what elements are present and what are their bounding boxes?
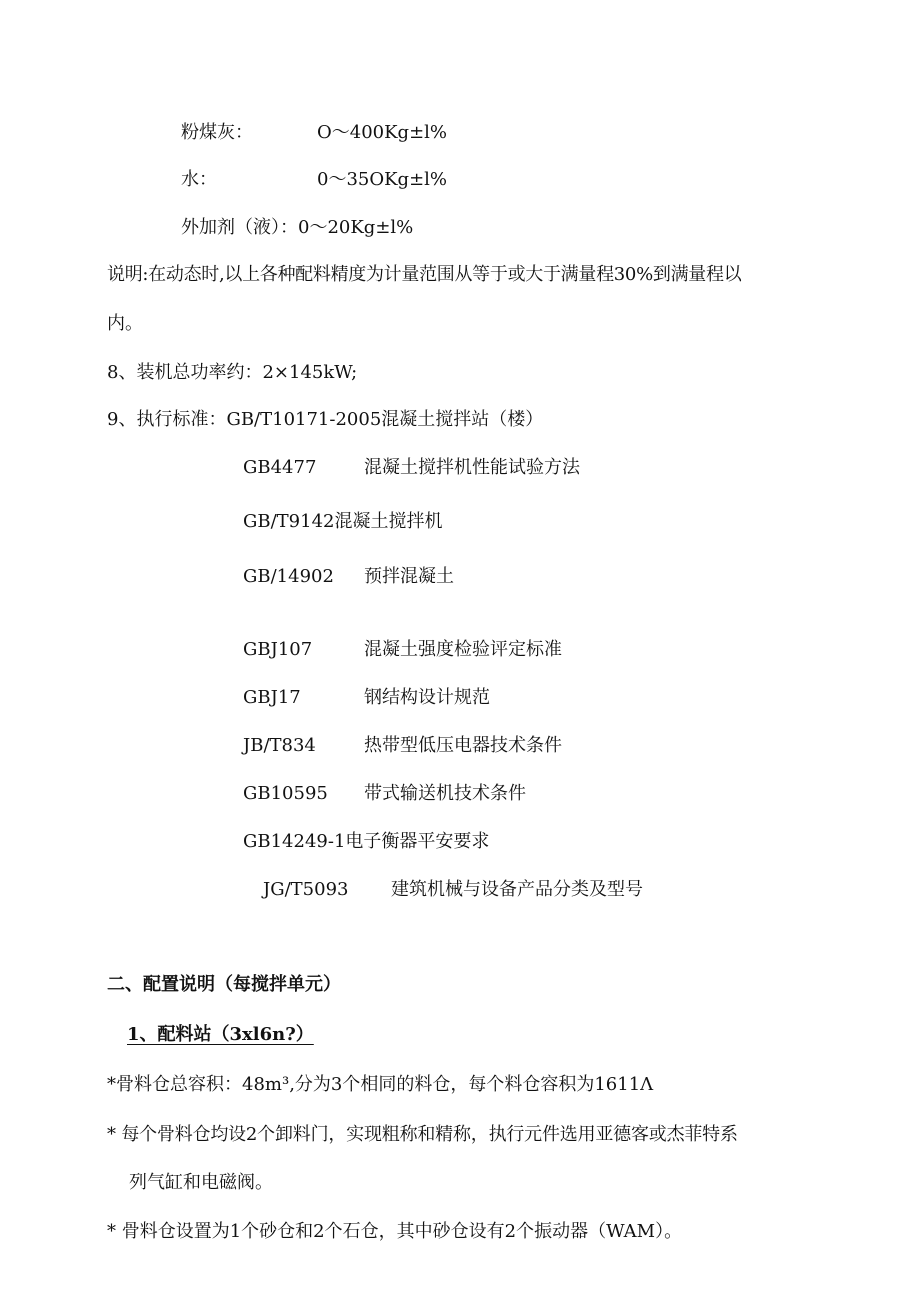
- standard-item: JG/T5093 建筑机械与设备产品分类及型号: [263, 879, 643, 900]
- standard-item: GB/T9142混凝土搅拌机: [243, 511, 443, 532]
- bullet-item: * 骨料仓设置为1个砂仓和2个石仓，其中砂仓设有2个振动器（WAM）。: [107, 1221, 683, 1242]
- standard-item: GBJ17 钢结构设计规范: [243, 687, 490, 708]
- standard-item: JB/T834 热带型低压电器技术条件: [243, 735, 562, 756]
- bullet-item: *骨料仓总容积：48m³,分为3个相同的料仓，每个料仓容积为1611Λ: [107, 1074, 654, 1095]
- note-line-2: 内。: [107, 313, 143, 334]
- standard-item: GB4477 混凝土搅拌机性能试验方法: [243, 457, 580, 478]
- standard-item: GB/14902 预拌混凝土: [243, 566, 454, 587]
- standards-title: 9、执行标准：GB/T10171-2005混凝土搅拌站（楼）: [107, 409, 544, 430]
- spec-water: 水： 0～35OKg±l%: [181, 169, 448, 190]
- section-heading: 二、配置说明（每搅拌单元）: [107, 974, 341, 995]
- subsection-heading: 1、配料站（3xl6n?）: [127, 1024, 314, 1045]
- bullet-item: * 每个骨料仓均设2个卸料门，实现粗称和精称，执行元件选用亚德客或杰菲特系: [107, 1124, 738, 1145]
- standard-item: GB10595 带式输送机技术条件: [243, 783, 526, 804]
- spec-admixture: 外加剂（液）：0～20Kg±l%: [181, 217, 414, 238]
- note-line-1: 说明:在动态时,以上各种配料精度为计量范围从等于或大于满量程30%到满量程以: [107, 264, 742, 285]
- power-spec: 8、装机总功率约：2×145kW;: [107, 362, 358, 383]
- standard-item: GBJ107 混凝土强度检验评定标准: [243, 639, 562, 660]
- spec-fly-ash: 粉煤灰： O～400Kg±l%: [181, 122, 448, 143]
- bullet-item-continued: 列气缸和电磁阀。: [129, 1172, 273, 1193]
- standard-item: GB14249-1电子衡器平安要求: [243, 831, 490, 852]
